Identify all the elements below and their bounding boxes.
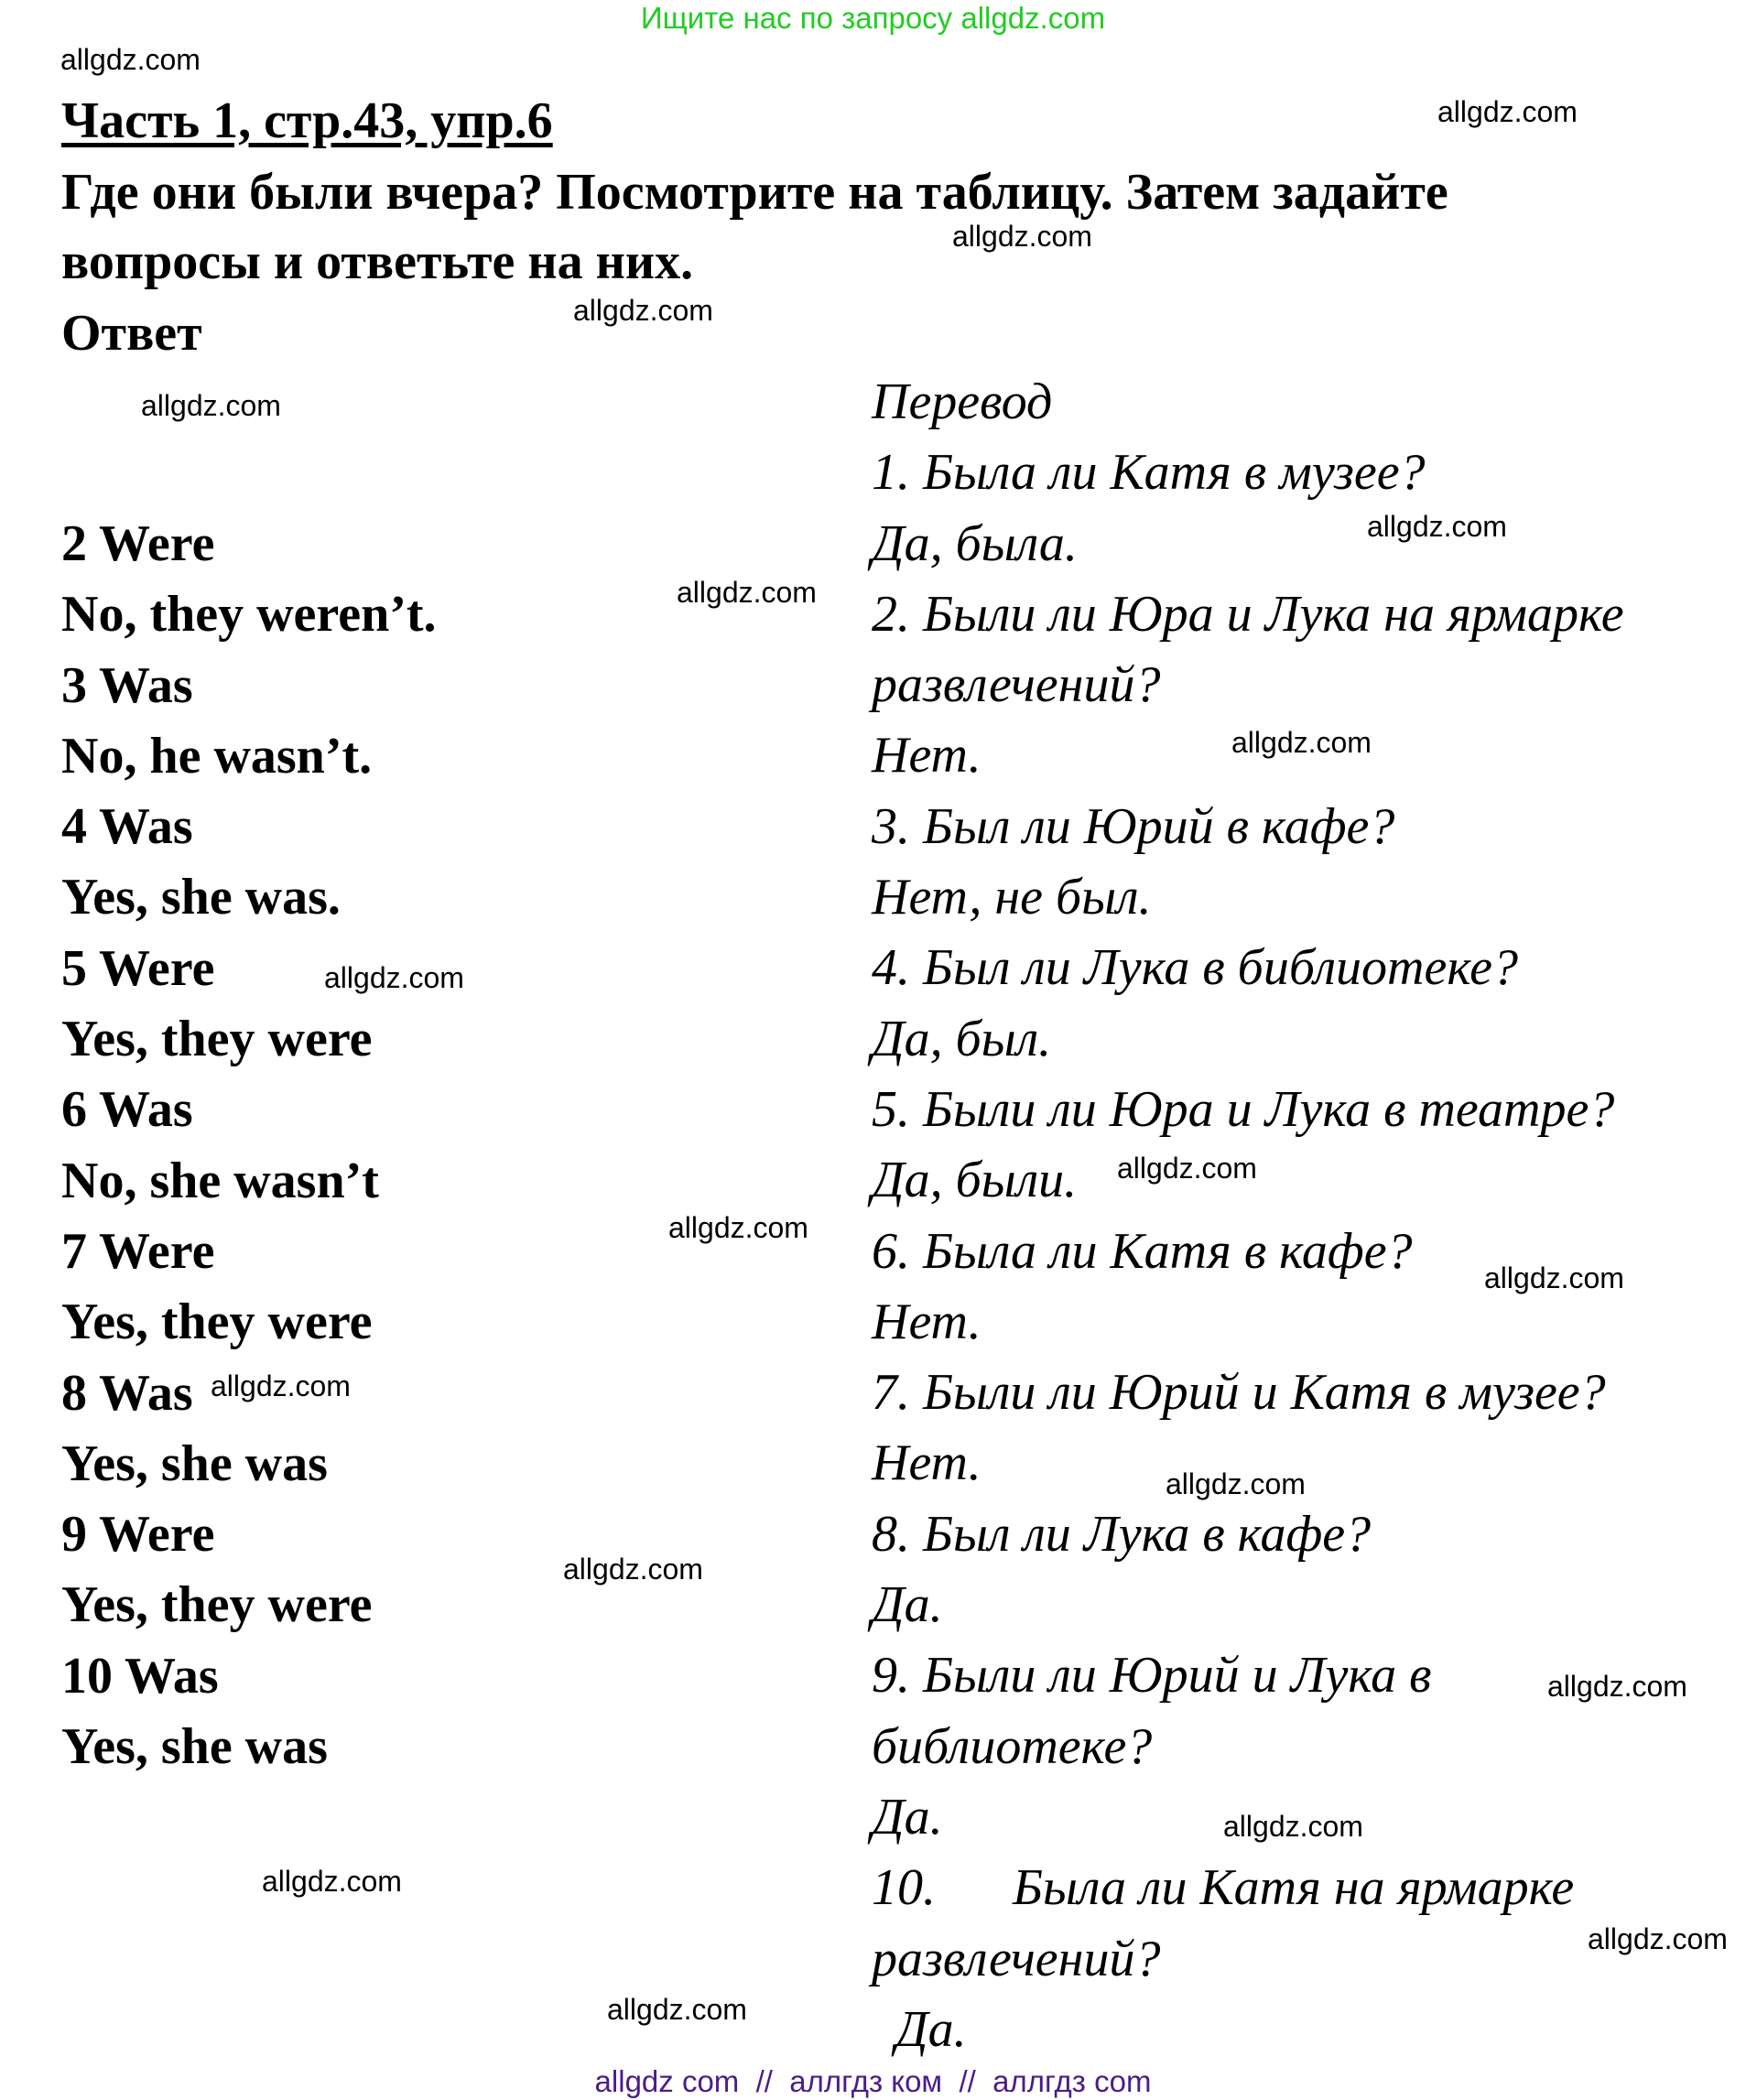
watermark: allgdz.com xyxy=(60,43,201,76)
translation-line: 10. Была ли Катя на ярмарке xyxy=(872,1859,1575,1917)
watermark: allgdz.com xyxy=(1437,95,1578,128)
translation-line: Да. xyxy=(872,1788,943,1846)
answer-line: 2 Were xyxy=(61,515,215,572)
watermark: allgdz.com xyxy=(1367,510,1507,543)
answer-line: 7 Were xyxy=(61,1222,215,1280)
translation-line: 9. Были ли Юрий и Лука в xyxy=(872,1647,1432,1705)
watermark: allgdz.com xyxy=(141,389,281,422)
translation-line: Да, была. xyxy=(872,514,1078,572)
answer-line: Yes, they were xyxy=(61,1576,373,1634)
answer-line: 3 Was xyxy=(61,656,193,714)
answer-line: Yes, she was xyxy=(61,1718,328,1776)
translation-line: развлечений? xyxy=(872,1930,1161,1987)
answer-line: Yes, she was xyxy=(61,1434,328,1492)
translation-line: Нет. xyxy=(872,1434,981,1492)
watermark: allgdz.com xyxy=(573,294,713,327)
translation-line: Да. xyxy=(872,1576,943,1634)
watermark: allgdz.com xyxy=(563,1553,703,1586)
answer-line: No, he wasn’t. xyxy=(61,727,373,785)
answer-line: Yes, they were xyxy=(61,1011,373,1068)
translation-line: 3. Был ли Юрий в кафе? xyxy=(872,797,1395,855)
translation-line: 8. Был ли Лука в кафе? xyxy=(872,1505,1372,1563)
instruction-line-2: вопросы и ответьте на них. xyxy=(61,233,694,290)
translation-line: библиотеке? xyxy=(872,1717,1153,1775)
watermark: allgdz.com xyxy=(1547,1670,1687,1703)
watermark: allgdz.com xyxy=(324,961,464,994)
translation-line: Да. xyxy=(895,2000,967,2058)
bottom-banner: allgdz com // аллгдз ком // аллгдз com xyxy=(594,2064,1152,2098)
answer-line: Yes, they were xyxy=(61,1294,373,1351)
translation-line: развлечений? xyxy=(872,656,1161,714)
translation-line: 1. Была ли Катя в музее? xyxy=(872,444,1426,502)
translation-line: Нет, не был. xyxy=(872,869,1152,926)
answer-label: Ответ xyxy=(61,305,202,362)
watermark: allgdz.com xyxy=(952,220,1092,253)
watermark: allgdz.com xyxy=(1588,1922,1728,1955)
watermark: allgdz.com xyxy=(677,576,817,609)
translation-line: 5. Были ли Юра и Лука в театре? xyxy=(872,1080,1615,1138)
watermark: allgdz.com xyxy=(1117,1152,1257,1185)
answer-line: 5 Were xyxy=(61,939,215,997)
translation-line: Нет. xyxy=(872,727,981,785)
answer-line: 8 Was xyxy=(61,1364,193,1422)
watermark: allgdz.com xyxy=(1484,1261,1624,1294)
instruction-line-1: Где они были вчера? Посмотрите на таблицу. Затем задайте xyxy=(61,164,1448,221)
answer-line: Yes, she was. xyxy=(61,869,341,926)
watermark: allgdz.com xyxy=(1231,726,1372,759)
answer-line: 9 Were xyxy=(61,1506,215,1564)
answer-line: 4 Was xyxy=(61,798,193,856)
translation-line: Нет. xyxy=(872,1293,981,1350)
watermark: allgdz.com xyxy=(262,1865,402,1898)
page-title: Часть 1, стр.43, упр.6 xyxy=(61,92,553,149)
translation-line: 7. Были ли Юрий и Катя в музее? xyxy=(872,1364,1606,1422)
translation-heading: Перевод xyxy=(872,373,1053,430)
answer-line: 6 Was xyxy=(61,1081,193,1139)
translation-line: 6. Была ли Катя в кафе? xyxy=(872,1222,1413,1280)
watermark: allgdz.com xyxy=(211,1369,351,1402)
translation-line: 4. Был ли Лука в библиотеке? xyxy=(872,939,1518,997)
watermark: allgdz.com xyxy=(1223,1810,1363,1843)
answer-line: No, they weren’t. xyxy=(61,586,437,644)
watermark: allgdz.com xyxy=(1166,1467,1306,1500)
translation-line: Да, был. xyxy=(872,1010,1052,1067)
watermark: allgdz.com xyxy=(607,1993,747,2026)
translation-line: Да, были. xyxy=(872,1152,1078,1209)
answer-line: No, she wasn’t xyxy=(61,1152,379,1209)
translation-line: 2. Были ли Юра и Лука на ярмарке xyxy=(872,585,1624,643)
answer-line: 10 Was xyxy=(61,1647,219,1705)
top-banner: Ищите нас по запросу allgdz.com xyxy=(640,1,1106,35)
answers-column xyxy=(61,509,437,1782)
watermark: allgdz.com xyxy=(668,1211,808,1244)
